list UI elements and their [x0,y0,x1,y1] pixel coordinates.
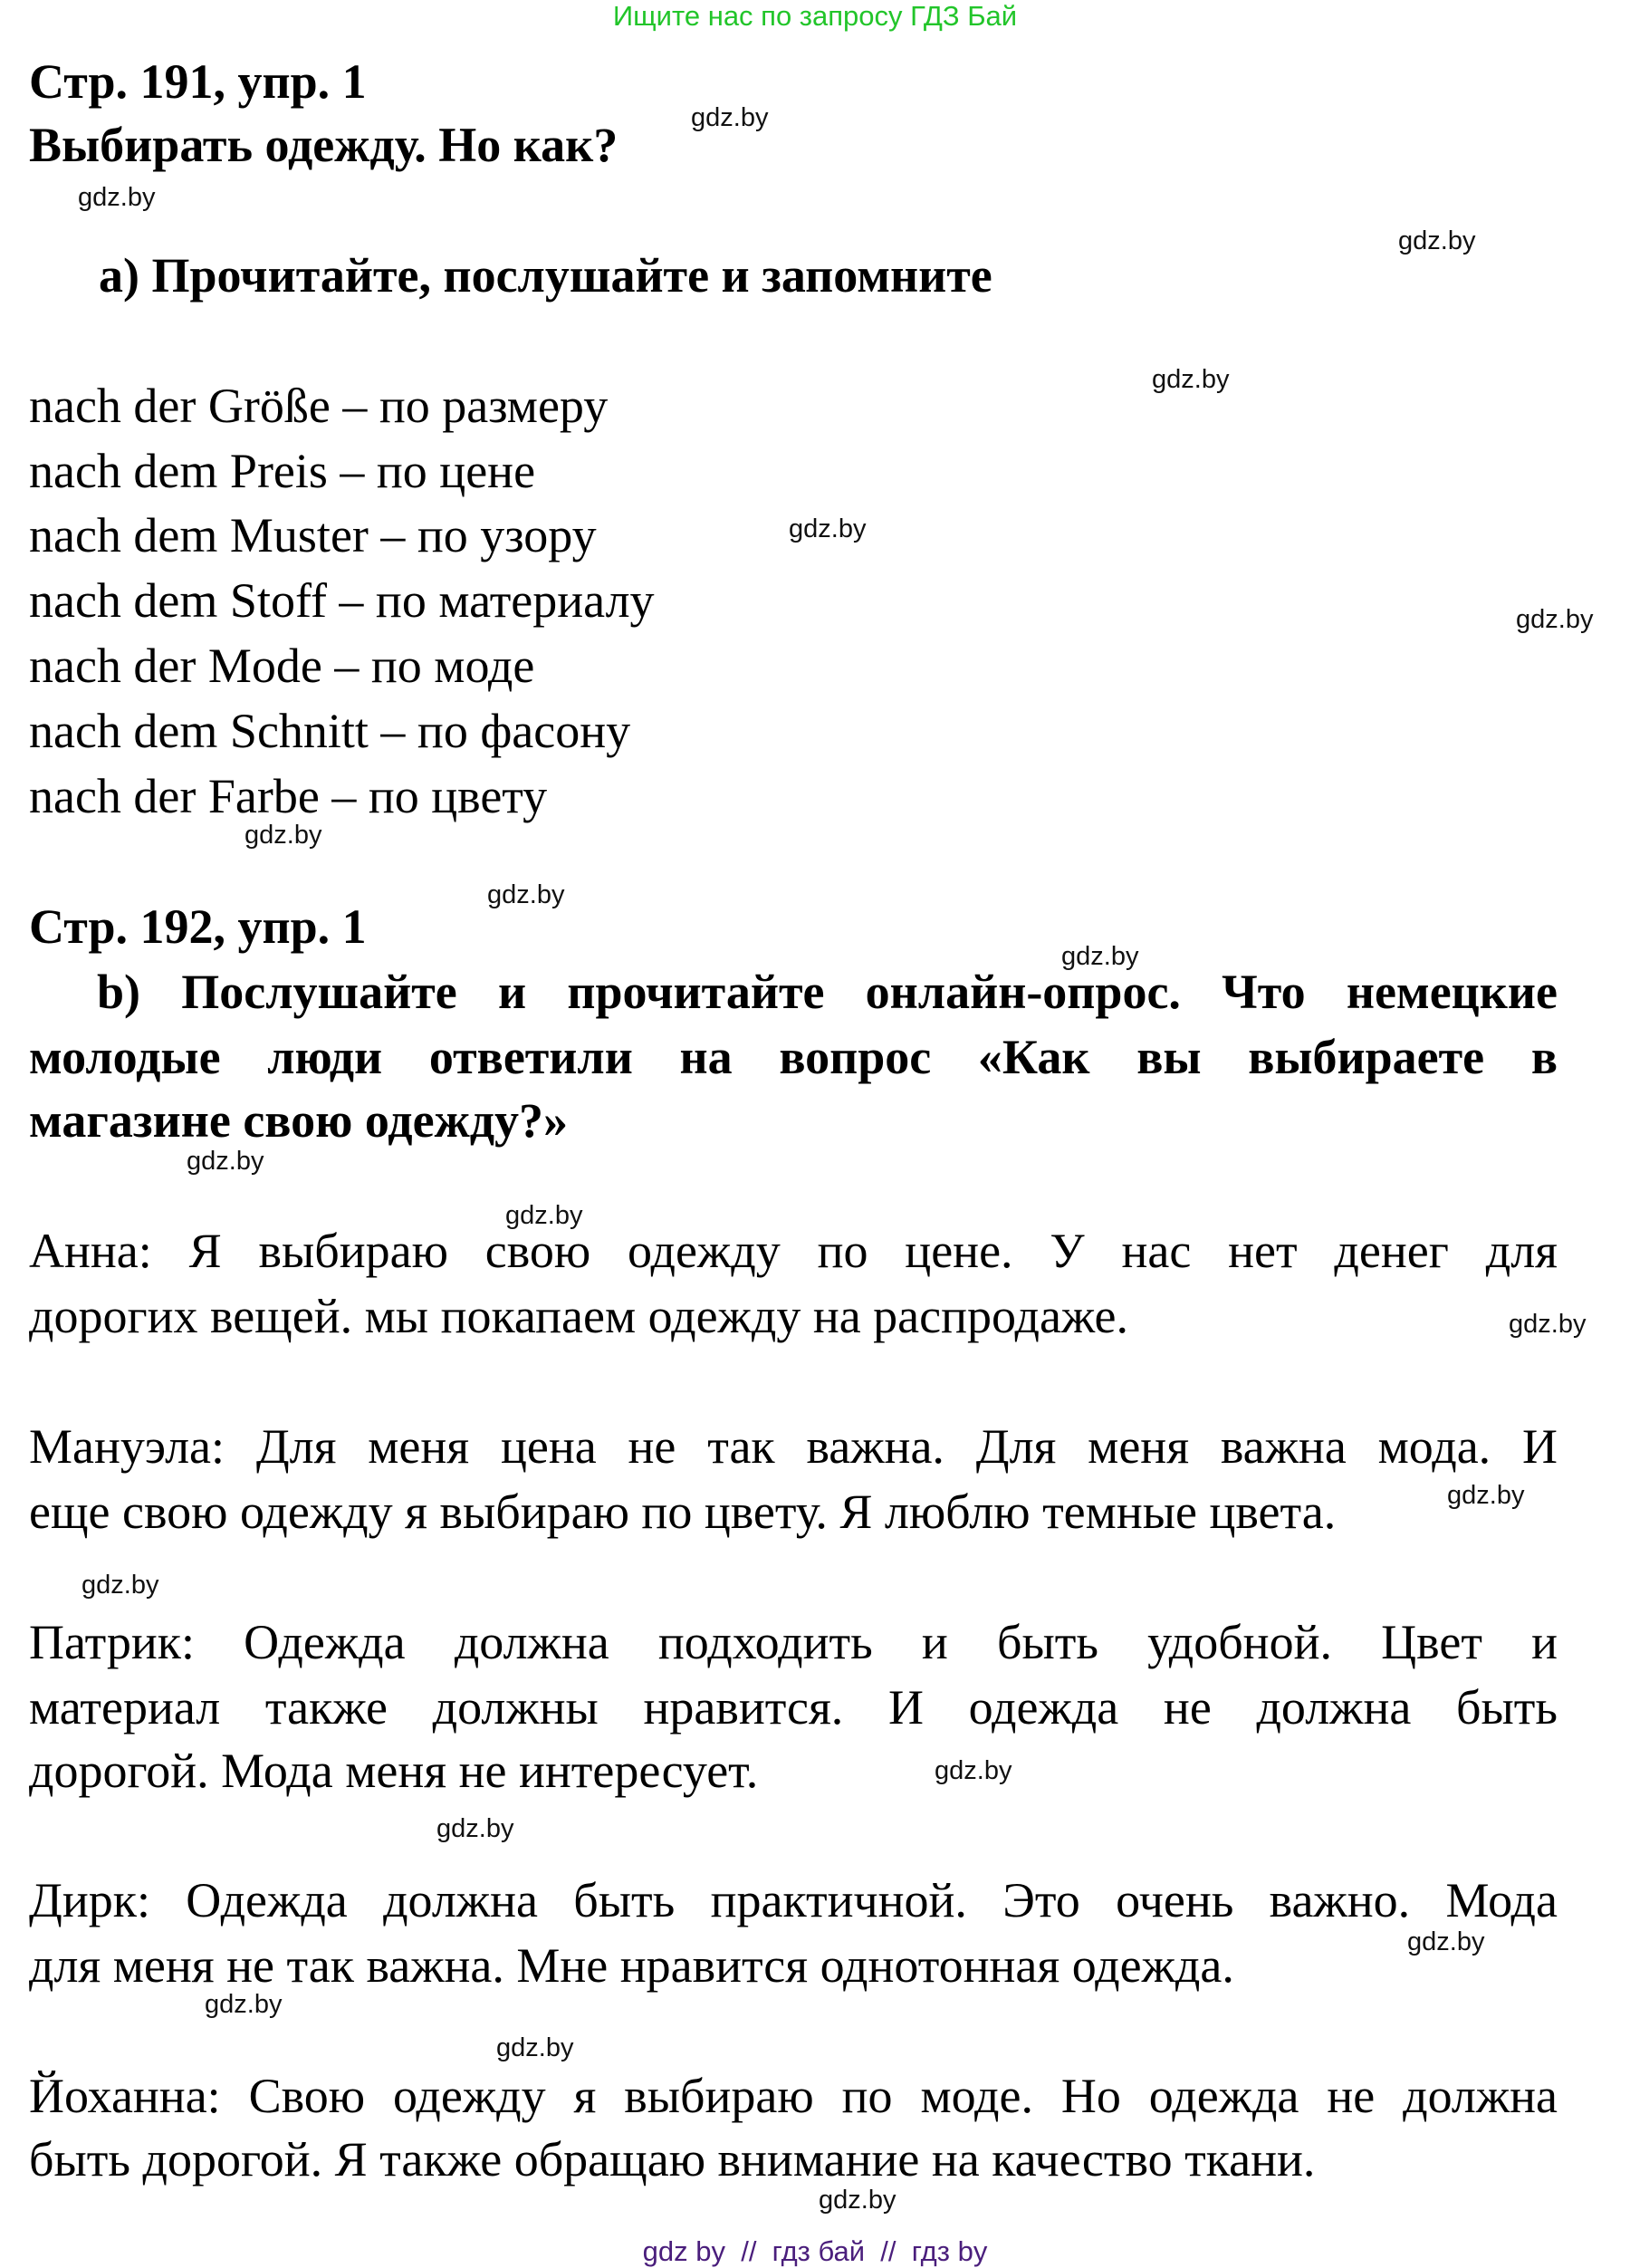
watermark: gdz.by [935,1756,1012,1785]
section2-task-line: b) Послушайте и прочитайте онлайн-опрос. Что немецкие [97,965,1558,1019]
answer-patrik-line: Патрик: Одежда должна подходить и быть удобной. Цвет и [29,1615,1558,1669]
watermark: gdz.by [487,880,565,909]
watermark: gdz.by [1447,1481,1525,1510]
watermark: gdz.by [789,514,867,543]
watermark: gdz.by [1061,942,1139,971]
answer-patrik-line: дорогой. Мода меня не интересует. [29,1744,759,1798]
watermark: gdz.by [1509,1310,1587,1339]
section1-subtitle: Выбирать одежду. Но как? [29,118,618,172]
watermark: gdz.by [1398,226,1476,255]
watermark: gdz.by [1407,1927,1485,1956]
watermark: gdz.by [1152,365,1230,394]
answer-anna-line: Анна: Я выбираю свою одежду по цене. У нас нет денег для [29,1224,1558,1278]
vocab-item: nach dem Schnitt – по фасону [29,704,631,758]
watermark: gdz.by [505,1201,583,1230]
footer-links[interactable]: gdz by // гдз бай // гдз by [642,2235,988,2267]
watermark: gdz.by [205,1990,283,2019]
watermark: gdz.by [78,183,156,212]
answer-dirk-line: Дирк: Одежда должна быть практичной. Это очень важно. Мода [29,1873,1558,1927]
section1-task: а) Прочитайте, послушайте и запомните [99,248,992,303]
watermark: gdz.by [691,103,769,132]
watermark: gdz.by [82,1571,159,1600]
watermark: gdz.by [187,1147,264,1176]
watermark: gdz.by [819,2186,896,2215]
answer-patrik-line: материал также должны нравится. И одежда не должна быть [29,1680,1558,1735]
watermark: gdz.by [496,2033,574,2062]
watermark: gdz.by [244,821,322,850]
vocab-item: nach dem Preis – по цене [29,444,536,498]
answer-manuela-line: еще свою одежду я выбираю по цвету. Я люблю темные цвета. [29,1485,1337,1539]
vocab-item: nach der Größe – по размеру [29,379,609,433]
section1-title: Стр. 191, упр. 1 [29,54,367,109]
watermark: gdz.by [1516,605,1594,634]
answer-anna-line: дорогих вещей. мы покапаем одежду на распродаже. [29,1289,1128,1343]
vocab-item: nach dem Muster – по узору [29,508,597,562]
section2-task-line: магазине свою одежду?» [29,1093,569,1148]
answer-johanna-line: Йоханна: Свою одежду я выбираю по моде. Но одежда не должна [29,2069,1558,2123]
section2-task-line: молодые люди ответили на вопрос «Как вы выбираете в [29,1030,1558,1084]
answer-johanna-line: быть дорогой. Я также обращаю внимание на качество ткани. [29,2132,1316,2186]
search-banner[interactable]: Ищите нас по запросу ГДЗ Бай [612,0,1018,32]
vocab-item: nach der Farbe – по цвету [29,769,548,823]
vocab-item: nach der Mode – по моде [29,639,535,693]
watermark: gdz.by [436,1814,514,1843]
section2-title: Стр. 192, упр. 1 [29,899,367,954]
answer-dirk-line: для меня не так важна. Мне нравится однотонная одежда. [29,1938,1234,1993]
vocab-item: nach dem Stoff – по материалу [29,573,655,628]
answer-manuela-line: Мануэла: Для меня цена не так важна. Для меня важна мода. И [29,1419,1558,1474]
